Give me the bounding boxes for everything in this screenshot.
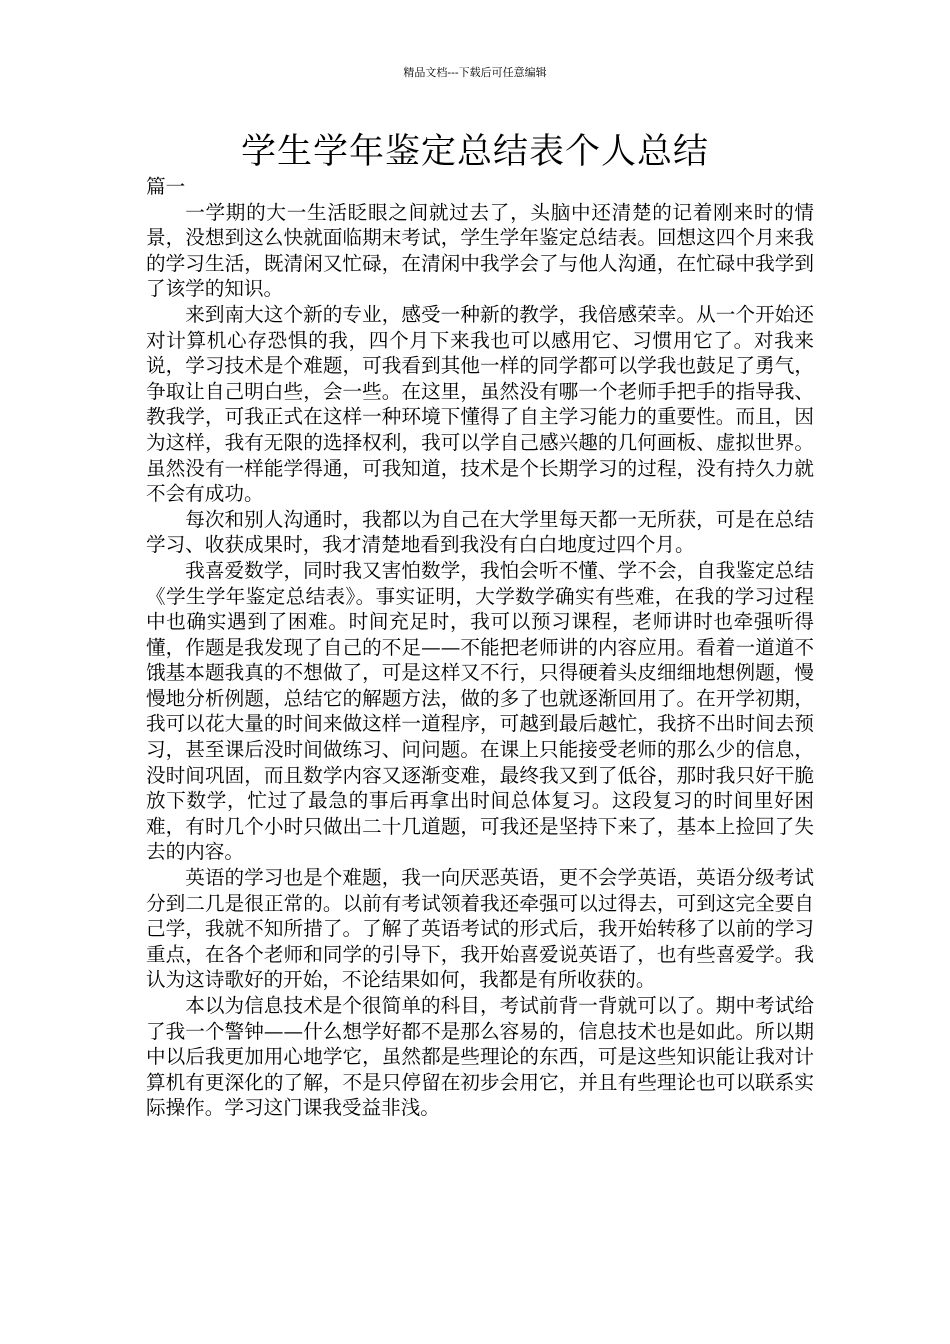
paragraph-6: 本以为信息技术是个很简单的科目，考试前背一背就可以了。期中考试给了我一个警钟——什么想学好都不是那么容易的，信息技术也是如此。所以期中以后我更加用心地学它，虽然都是些理论的东西，可是这些知识能让我对计算机有更深化的了解，不是只停留在初步会用它，并且有些理论也可以联系实际操作。学习这门课我受益非浅。 (146, 994, 814, 1120)
paragraph-5: 英语的学习也是个难题，我一向厌恶英语，更不会学英语，英语分级考试分到二几是很正常的。以前有考试领着我还牵强可以过得去，可到这完全要自己学，我就不知所措了。了解了英语考试的形式后，我开始转移了以前的学习重点，在各个老师和同学的引导下，我开始喜爱说英语了，也有些喜爱学。我认为这诗歌好的开始，不论结果如何，我都是有所收获的。 (146, 866, 814, 992)
section-label: 篇一 (146, 175, 186, 198)
paragraph-3: 每次和别人沟通时，我都以为自己在大学里每天都一无所获，可是在总结学习、收获成果时，我才清楚地看到我没有白白地度过四个月。 (146, 507, 814, 557)
paragraph-1: 一学期的大一生活眨眼之间就过去了，头脑中还清楚的记着刚来时的情景，没想到这么快就面临期末考试，学生学年鉴定总结表。回想这四个月来我的学习生活，既清闲又忙碌，在清闲中我学会了与他人沟通，在忙碌中我学到了该学的知识。 (146, 200, 814, 301)
paragraph-4: 我喜爱数学，同时我又害怕数学，我怕会听不懂、学不会，自我鉴定总结《学生学年鉴定总结表》。事实证明，大学数学确实有些难，在我的学习过程中也确实遇到了困难。时间充足时，我可以预习课程，老师讲时也牵强听得懂，作题是我发现了自己的不足——不能把老师讲的内容应用。看着一道道不饿基本题我真的不想做了，可是这样又不行，只得硬着头皮细细地想例题，慢慢地分析例题，总结它的解题方法，做的多了也就逐渐回用了。在开学初期，我可以花大量的时间来做这样一道程序，可越到最后越忙，我挤不出时间去预习，甚至课后没时间做练习、问问题。在课上只能接受老师的那么少的信息，没时间巩固，而且数学内容又逐渐变难，最终我又到了低谷，那时我只好干脆放下数学，忙过了最急的事后再拿出时间总体复习。这段复习的时间里好困难，有时几个小时只做出二十几道题，可我还是坚持下来了，基本上捡回了失去的内容。 (146, 558, 814, 864)
header-note: 精品文档---下载后可任意编辑 (403, 66, 547, 79)
document-body (146, 174, 814, 1121)
paragraph-2: 来到南大这个新的专业，感受一种新的教学，我倍感荣幸。从一个开始还对计算机心存恐惧的我，四个月下来我也可以感用它、习惯用它了。对我来说，学习技术是个难题，可我看到其他一样的同学都可以学我也鼓足了勇气，争取让自己明白些，会一些。在这里，虽然没有哪一个老师手把手的指导我、教我学，可我正式在这样一种环境下懂得了自主学习能力的重要性。而且，因为这样，我有无限的选择权利，我可以学自己感兴趣的几何画板、虚拟世界。虽然没有一样能学得通，可我知道，技术是个长期学习的过程，没有持久力就不会有成功。 (146, 302, 814, 506)
document-title: 学生学年鉴定总结表个人总结 (240, 132, 709, 172)
